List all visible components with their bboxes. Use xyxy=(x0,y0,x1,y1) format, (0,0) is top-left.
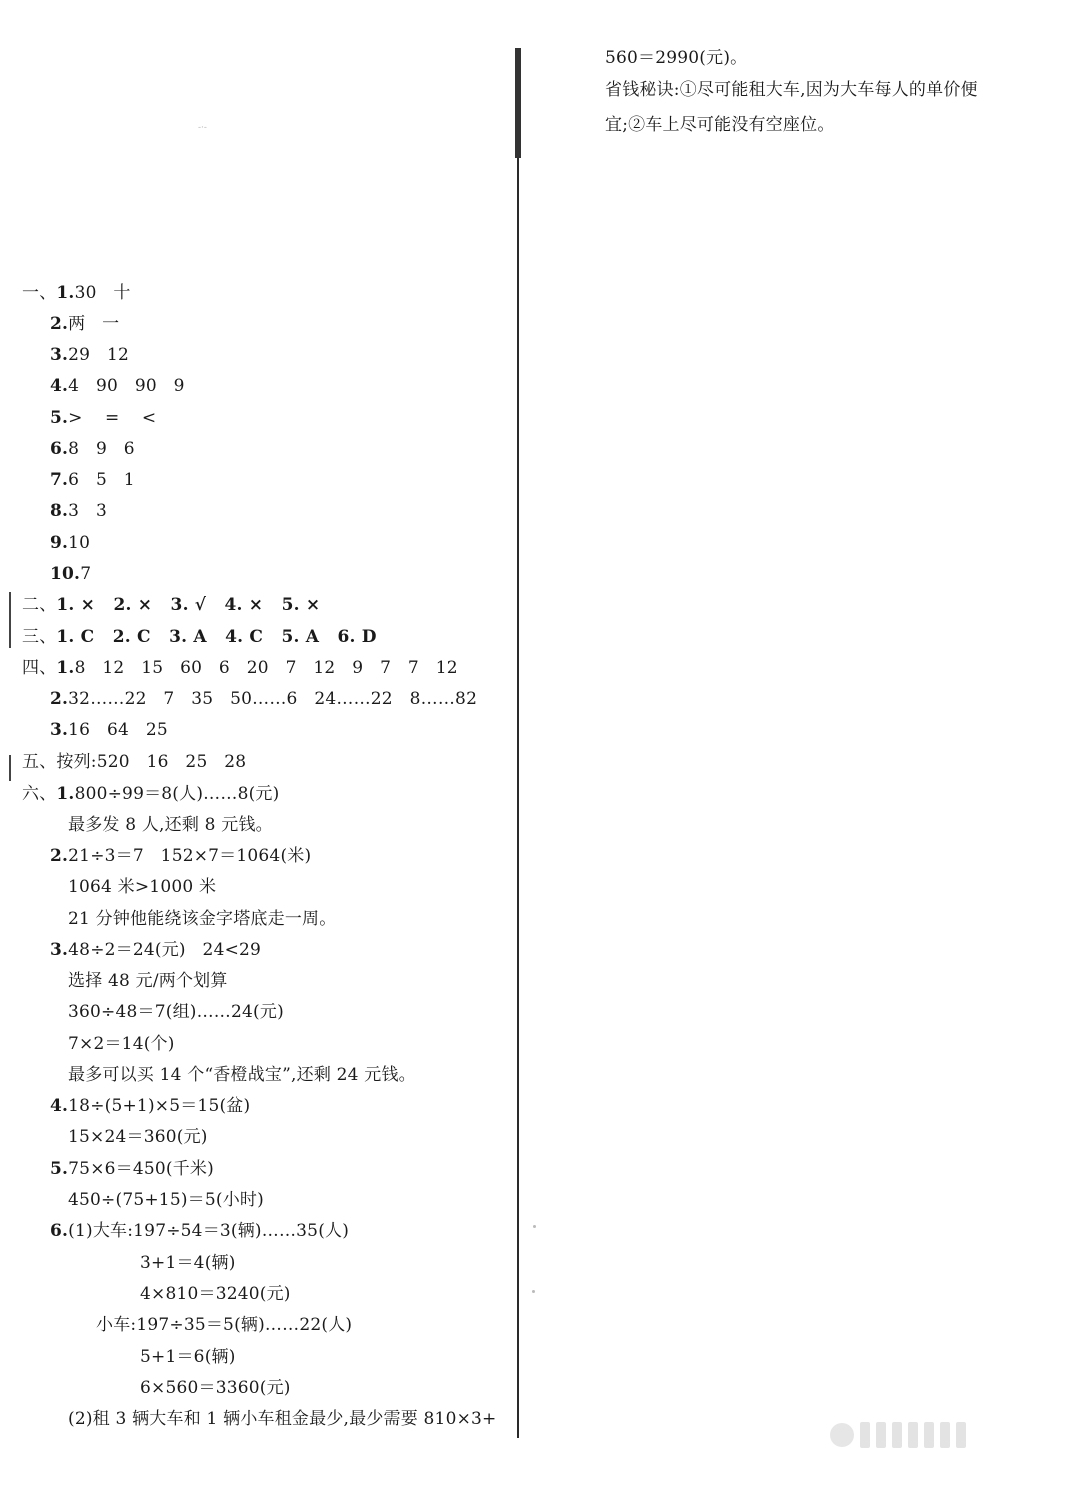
answer-text: 30 十 xyxy=(74,283,131,303)
section-6-line-13 xyxy=(50,1157,214,1181)
section-6-line-14 xyxy=(68,1188,264,1212)
watermark-bar-icon xyxy=(940,1422,950,1448)
answer-text: 800÷99＝8(人)……8(元) xyxy=(74,784,280,804)
section-6-line-3 xyxy=(50,844,311,868)
section-6-line-9 xyxy=(68,1032,175,1056)
section-4-item-2 xyxy=(50,687,477,711)
item-number: 1. xyxy=(56,283,75,303)
scan-smudge: -·- xyxy=(198,123,207,133)
section-5-label: 五、 xyxy=(22,752,57,772)
answer-text: 4×810＝3240(元) xyxy=(140,1284,291,1304)
answer-text: 16 64 25 xyxy=(68,720,168,740)
section-1-item-9 xyxy=(50,531,90,555)
answer-text: 小车:197÷35＝5(辆)……22(人) xyxy=(96,1315,353,1335)
section-6-line-16 xyxy=(140,1251,236,1275)
item-number: 5. xyxy=(50,408,69,428)
answer-text: 7 xyxy=(80,564,92,584)
section-1-item-7 xyxy=(50,468,135,492)
scan-speck xyxy=(532,1290,535,1293)
answer-text: 最多可以买 14 个“香橙战宝”,还剩 24 元钱。 xyxy=(68,1065,416,1085)
answer-text: 最多发 8 人,还剩 8 元钱。 xyxy=(68,815,273,835)
section-1-item-6 xyxy=(50,437,135,461)
item-number: 1. xyxy=(56,658,75,678)
answer-text: 360÷48＝7(组)……24(元) xyxy=(68,1002,284,1022)
section-6-line-1 xyxy=(22,782,279,806)
section-4-label: 四、 xyxy=(22,658,57,678)
item-number: 3. xyxy=(50,720,69,740)
item-number: 10. xyxy=(50,564,81,584)
section-6-line-18 xyxy=(96,1313,352,1337)
answer-text: 1064 米>1000 米 xyxy=(68,877,217,897)
item-number: 1. xyxy=(56,784,75,804)
section-6-line-17 xyxy=(140,1282,291,1306)
answer-text: 8 9 6 xyxy=(68,439,135,459)
section-2 xyxy=(22,593,320,617)
answer-text: (2)租 3 辆大车和 1 辆小车租金最少,最少需要 810×3+ xyxy=(68,1409,497,1429)
answer-text: 两 一 xyxy=(68,314,120,334)
item-number: 5. xyxy=(50,1159,69,1179)
answer-text: 5+1＝6(辆) xyxy=(140,1347,236,1367)
section-1-label: 一、 xyxy=(22,283,57,303)
item-number: 3. xyxy=(50,345,69,365)
answer-text: 3+1＝4(辆) xyxy=(140,1253,236,1273)
answer-text: 选择 48 元/两个划算 xyxy=(68,971,228,991)
section-6-line-4 xyxy=(68,875,216,899)
answer-text: 48÷2＝24(元) 24<29 xyxy=(68,940,262,960)
section-4-item-3 xyxy=(50,718,168,742)
section-3 xyxy=(22,625,377,649)
answer-text: 1. C 2. C 3. A 4. C 5. A 6. D xyxy=(56,627,377,647)
section-6-line-11 xyxy=(50,1094,250,1118)
section-6-line-21 xyxy=(68,1407,497,1431)
section-6-line-2 xyxy=(68,813,273,837)
answer-text: 32……22 7 35 50……6 24……22 8……82 xyxy=(68,689,478,709)
item-number: 7. xyxy=(50,470,69,490)
watermark-bar-icon xyxy=(892,1422,902,1448)
answer-text: 3 3 xyxy=(68,501,107,521)
margin-mark xyxy=(9,755,11,781)
section-2-label: 二、 xyxy=(22,595,57,615)
section-6-line-15 xyxy=(50,1219,349,1243)
item-number: 2. xyxy=(50,846,69,866)
answer-text: 75×6＝450(千米) xyxy=(68,1159,214,1179)
watermark-bar-icon xyxy=(924,1422,934,1448)
item-number: 6. xyxy=(50,439,69,459)
right-line-3: 宜;②车上尽可能没有空座位。 xyxy=(605,115,835,135)
item-number: 2. xyxy=(50,689,69,709)
answer-text: 7×2＝14(个) xyxy=(68,1034,175,1054)
column-divider-top xyxy=(515,48,521,158)
section-6-line-7 xyxy=(68,969,228,993)
section-6-line-12 xyxy=(68,1125,208,1149)
left-column xyxy=(0,0,515,1508)
answer-text: 10 xyxy=(68,533,91,553)
section-1-item-4 xyxy=(50,374,185,398)
answer-text: (1)大车:197÷54＝3(辆)……35(人) xyxy=(68,1221,350,1241)
section-6-line-19 xyxy=(140,1345,236,1369)
section-6-label: 六、 xyxy=(22,784,57,804)
section-1-item-1 xyxy=(22,281,131,305)
section-4-item-1 xyxy=(22,656,458,680)
answer-text: 15×24＝360(元) xyxy=(68,1127,208,1147)
answer-text: 按列:520 16 25 28 xyxy=(56,752,247,772)
scan-speck xyxy=(533,1225,536,1228)
answer-text: 6×560＝3360(元) xyxy=(140,1378,291,1398)
margin-mark xyxy=(9,592,11,648)
answer-text: 18÷(5+1)×5＝15(盆) xyxy=(68,1096,251,1116)
section-6-line-8 xyxy=(68,1000,284,1024)
answer-text: 8 12 15 60 6 20 7 12 9 7 7 12 xyxy=(74,658,458,678)
section-6-line-6 xyxy=(50,938,261,962)
watermark-circle-icon xyxy=(830,1423,854,1447)
section-1-item-2 xyxy=(50,312,119,336)
section-6-line-5 xyxy=(68,907,336,931)
answer-text: 1. × 2. × 3. √ 4. × 5. × xyxy=(56,595,321,615)
answer-text: > = < xyxy=(68,408,157,428)
answer-text: 21÷3＝7 152×7＝1064(米) xyxy=(68,846,312,866)
item-number: 4. xyxy=(50,1096,69,1116)
section-6-line-20 xyxy=(140,1376,291,1400)
item-number: 9. xyxy=(50,533,69,553)
item-number: 8. xyxy=(50,501,69,521)
watermark-bar-icon xyxy=(908,1422,918,1448)
item-number: 4. xyxy=(50,376,69,396)
answer-text: 29 12 xyxy=(68,345,130,365)
right-line-2: 省钱秘诀:①尽可能租大车,因为大车每人的单价便 xyxy=(605,80,978,100)
watermark-bar-icon xyxy=(860,1422,870,1448)
section-1-item-5 xyxy=(50,406,156,430)
column-divider xyxy=(517,48,519,1438)
item-number: 6. xyxy=(50,1221,69,1241)
answer-text: 4 90 90 9 xyxy=(68,376,185,396)
answer-text: 21 分钟他能绕该金字塔底走一周。 xyxy=(68,909,337,929)
answer-text: 6 5 1 xyxy=(68,470,135,490)
watermark-bar-icon xyxy=(876,1422,886,1448)
section-5 xyxy=(22,750,246,774)
section-1-item-10 xyxy=(50,562,91,586)
section-1-item-3 xyxy=(50,343,129,367)
right-line-1: 560＝2990(元)。 xyxy=(605,48,748,68)
watermark-bar-icon xyxy=(956,1422,966,1448)
section-1-item-8 xyxy=(50,499,107,523)
answer-text: 450÷(75+15)＝5(小时) xyxy=(68,1190,264,1210)
item-number: 3. xyxy=(50,940,69,960)
section-3-label: 三、 xyxy=(22,627,57,647)
section-6-line-10 xyxy=(68,1063,416,1087)
item-number: 2. xyxy=(50,314,69,334)
watermark xyxy=(830,1420,1060,1450)
